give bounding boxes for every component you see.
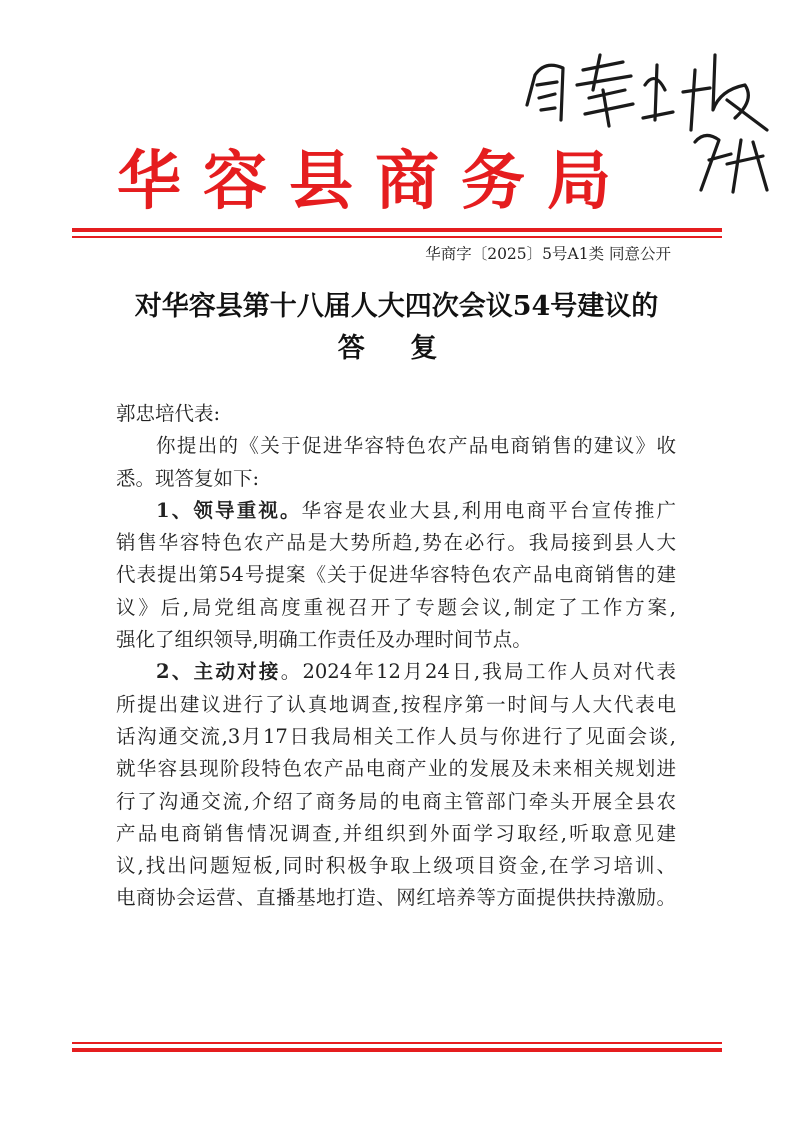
paragraph-line: 产品电商销售情况调查,并组织到外面学习取经,听取意见建 bbox=[116, 821, 676, 845]
footer-divider bbox=[72, 1042, 722, 1052]
paragraph-line: 代表提出第54号提案《关于促进华容特色农产品电商销售的建 bbox=[116, 563, 676, 587]
paragraph-text: 。2024年12月24日,我局工作人员对代表 bbox=[280, 660, 676, 684]
paragraph-line: 议,找出问题短板,同时积极争取上级项目资金,在学习培训、 bbox=[116, 854, 676, 878]
paragraph-line: 销售华容特色农产品是大势所趋,势在必行。我局接到县人大 bbox=[116, 531, 676, 555]
document-title-line2: 答 复 bbox=[337, 333, 456, 364]
salutation: 郭忠培代表: bbox=[116, 402, 221, 425]
paragraph-line bbox=[116, 656, 676, 688]
paragraph-line: 话沟通交流,3月17日我局相关工作人员与你进行了见面会谈, bbox=[116, 724, 676, 748]
paragraph-line: 电商协会运营、直播基地打造、网红培养等方面提供扶持激励。 bbox=[116, 886, 676, 910]
paragraph-line: 就华容县现阶段特色农产品电商产业的发展及未来相关规划进 bbox=[116, 757, 676, 781]
paragraph-text: 华容是农业大县,利用电商平台宣传推广 bbox=[301, 498, 676, 522]
paragraph-line: 行了沟通交流,介绍了商务局的电商主管部门牵头开展全县农 bbox=[116, 789, 676, 813]
document-body bbox=[116, 398, 676, 915]
paragraph-line: 强化了组织领导,明确工作责任及办理时间节点。 bbox=[116, 628, 532, 652]
document-title-line1: 对华容县第十八届人大四次会议54号建议的 bbox=[134, 291, 659, 322]
section-heading: 2、主动对接 bbox=[156, 660, 281, 684]
letterhead-title: 华容县商务局 bbox=[117, 144, 633, 219]
paragraph-line: 你提出的《关于促进华容特色农产品电商销售的建议》收 bbox=[156, 434, 676, 458]
section-heading: 1、领导重视。 bbox=[156, 498, 302, 522]
paragraph-line: 所提出建议进行了认真地调查,按程序第一时间与人大代表电 bbox=[116, 692, 676, 716]
paragraph-line: 悉。现答复如下: bbox=[116, 466, 260, 490]
letterhead-divider bbox=[72, 228, 722, 238]
document-number: 华商字〔2025〕5号A1类 同意公开 bbox=[425, 245, 671, 263]
paragraph-line: 议》后,局党组高度重视召开了专题会议,制定了工作方案, bbox=[116, 595, 676, 619]
paragraph-line bbox=[116, 495, 676, 527]
